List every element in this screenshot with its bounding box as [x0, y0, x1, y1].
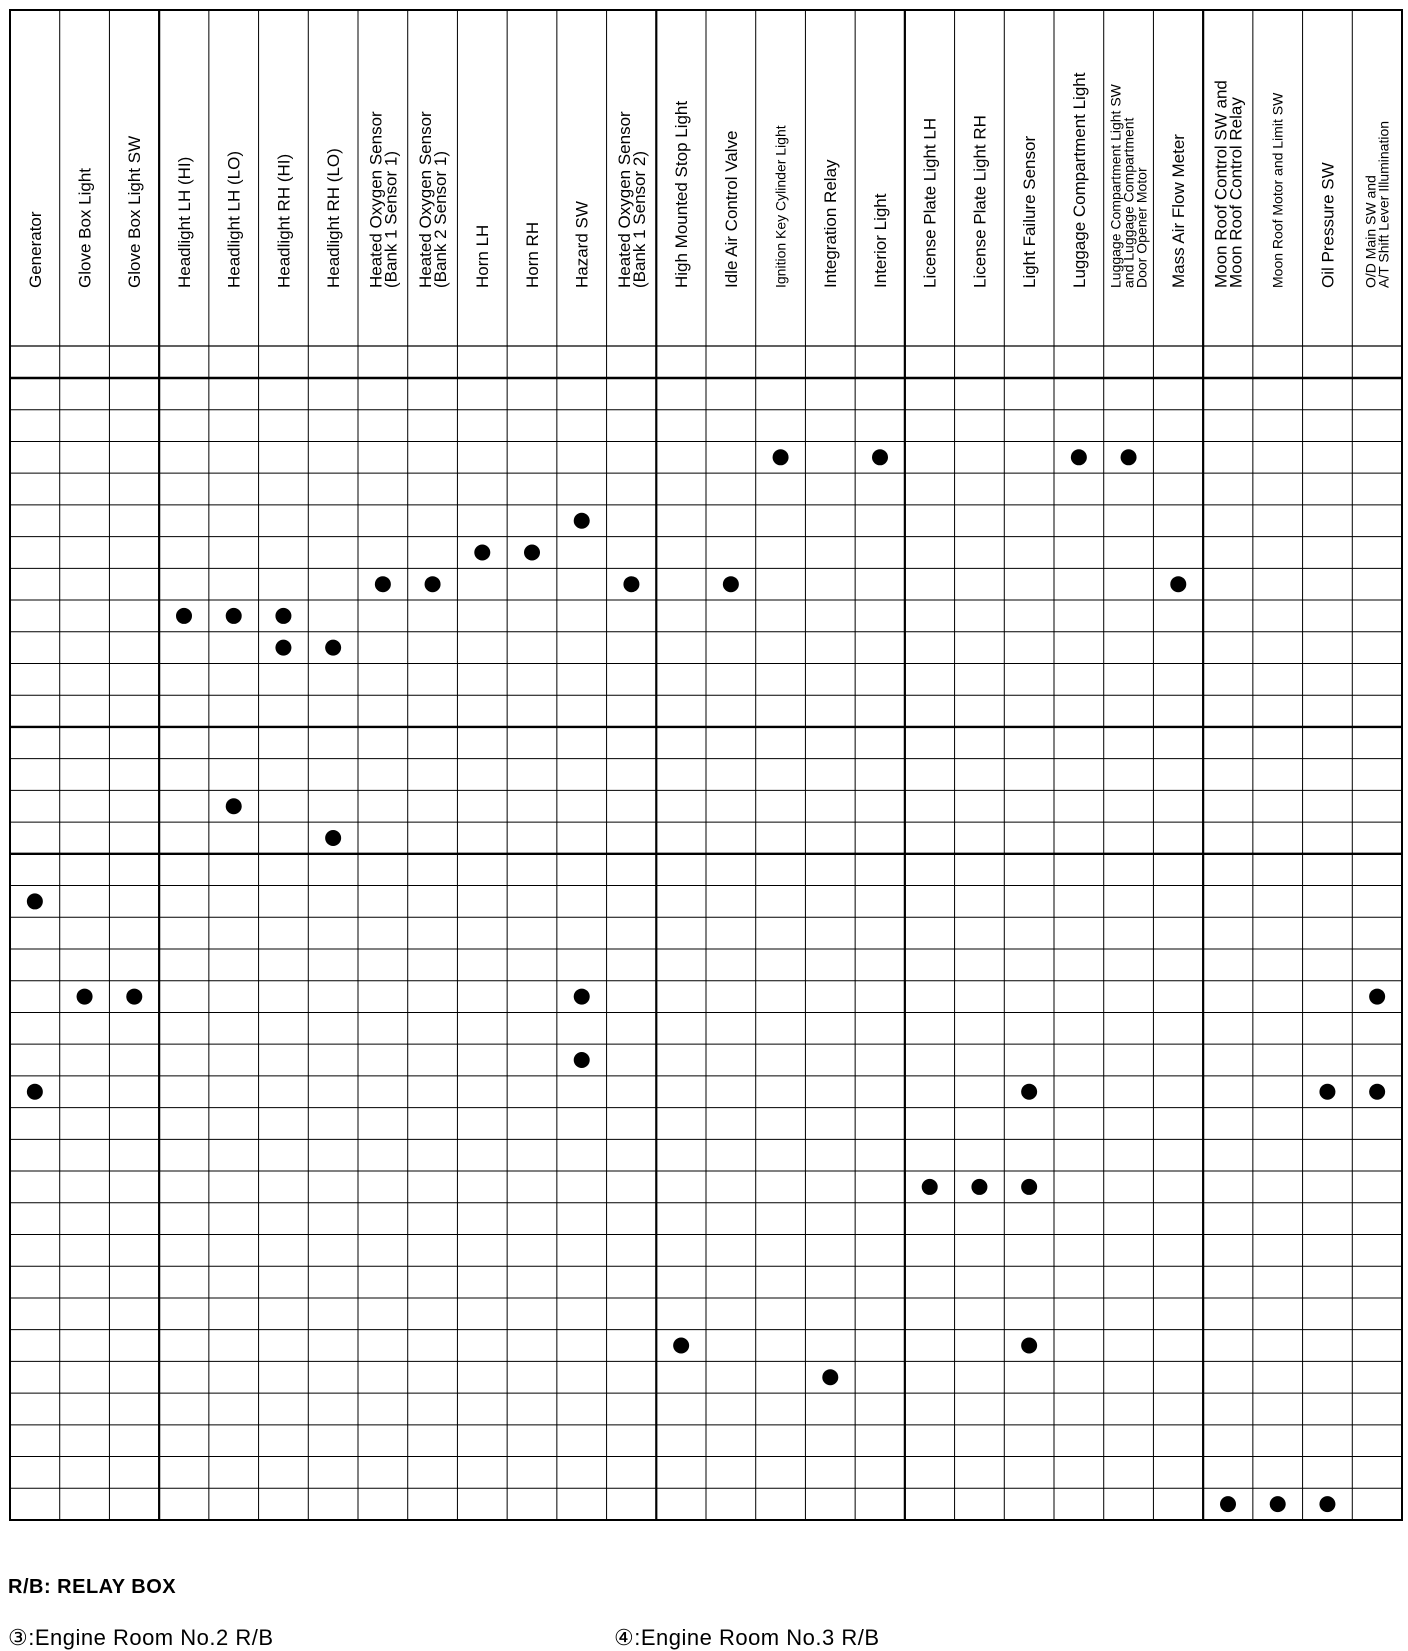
connection-dot [872, 449, 888, 465]
connection-dot [574, 989, 590, 1005]
connection-dot [1021, 1179, 1037, 1195]
connection-dot [275, 608, 291, 624]
connection-dot [126, 989, 142, 1005]
column-header-label: Integration Relay [821, 159, 841, 288]
column-header-label: Heated Oxygen Sensor [416, 111, 436, 288]
connection-dot [1369, 1084, 1385, 1100]
column-header-label: O/D Main SW and [1362, 175, 1379, 288]
connection-dot [226, 608, 242, 624]
connection-dot [773, 449, 789, 465]
column-header-label: Headlight RH (HI) [274, 153, 294, 288]
column-header-label: Idle Air Control Valve [721, 130, 741, 288]
column-header-label: (Bank 1 Sensor 1) [381, 150, 401, 288]
column-header-label: Luggage Compartment Light [1069, 72, 1089, 288]
column-header-label: Headlight RH (LO) [324, 148, 344, 288]
connection-dot [1170, 576, 1186, 592]
column-header-label: Generator [25, 211, 45, 288]
column-header-label: Horn LH [473, 224, 493, 288]
connection-dot [524, 544, 540, 560]
column-header-label: and Luggage Compartment [1120, 117, 1137, 288]
column-header-label: Moon Roof Motor and Limit SW [1269, 92, 1286, 288]
column-header-label: (Bank 1 Sensor 2) [629, 150, 649, 288]
connection-dot [226, 798, 242, 814]
column-header-label: License Plate Light RH [970, 115, 990, 288]
column-header-label: Headlight LH (HI) [174, 156, 194, 288]
column-header-label: Interior Light [870, 193, 890, 288]
column-header-label: License Plate Light LH [920, 117, 940, 288]
column-header-label: Horn RH [522, 221, 542, 288]
legend-title: R/B: RELAY BOX [8, 1576, 177, 1598]
column-header-label: Moon Roof Control Relay [1226, 97, 1246, 288]
connection-dot [1071, 449, 1087, 465]
column-header-label: A/T Shift Lever Illumination [1375, 120, 1392, 288]
column-header-label: Light Failure Sensor [1020, 135, 1040, 288]
column-header-label: Headlight LH (LO) [224, 150, 244, 288]
connection-dot [27, 893, 43, 909]
column-header-label: Door Opener Motor [1133, 167, 1150, 288]
connection-dot [922, 1179, 938, 1195]
column-header-label: Hazard SW [572, 201, 592, 288]
connection-dot [1121, 449, 1137, 465]
connection-dot [375, 576, 391, 592]
connection-dot [474, 544, 490, 560]
connection-dot [1220, 1496, 1236, 1512]
connection-dot [673, 1338, 689, 1354]
column-header-label: Oil Pressure SW [1318, 162, 1338, 288]
connection-dot [1319, 1084, 1335, 1100]
column-header-label: Heated Oxygen Sensor [366, 111, 386, 288]
connection-dot [623, 576, 639, 592]
column-header-label: High Mounted Stop Light [672, 100, 692, 288]
connection-dot [723, 576, 739, 592]
connection-dot [325, 830, 341, 846]
column-header-label: Mass Air Flow Meter [1169, 134, 1189, 288]
connection-dot [574, 1052, 590, 1068]
column-header-label: Heated Oxygen Sensor [614, 111, 634, 288]
connection-dot [275, 640, 291, 656]
connection-dot [971, 1179, 987, 1195]
connection-dot [1021, 1084, 1037, 1100]
connection-dot [325, 640, 341, 656]
connection-dot [77, 989, 93, 1005]
connection-dot [574, 513, 590, 529]
column-header-label: (Bank 2 Sensor 1) [431, 150, 451, 288]
connection-dot [176, 608, 192, 624]
column-header-label: Moon Roof Control SW and [1211, 80, 1231, 288]
connection-dot [425, 576, 441, 592]
connection-dot [1369, 989, 1385, 1005]
legend-item-engine-room-no3: ④:Engine Room No.3 R/B [614, 1625, 880, 1650]
connection-dot [1021, 1338, 1037, 1354]
legend-item-engine-room-no2: ③:Engine Room No.2 R/B [8, 1625, 274, 1650]
column-header-label: Glove Box Light [75, 167, 95, 288]
column-header-label: Glove Box Light SW [125, 135, 145, 288]
connection-dot [1270, 1496, 1286, 1512]
connection-dot [1319, 1496, 1335, 1512]
connection-dot [27, 1084, 43, 1100]
connection-dot [822, 1369, 838, 1385]
column-header-label: Ignition Key Cylinder Light [772, 125, 789, 288]
column-header-label: Luggage Compartment Light SW [1107, 84, 1124, 288]
